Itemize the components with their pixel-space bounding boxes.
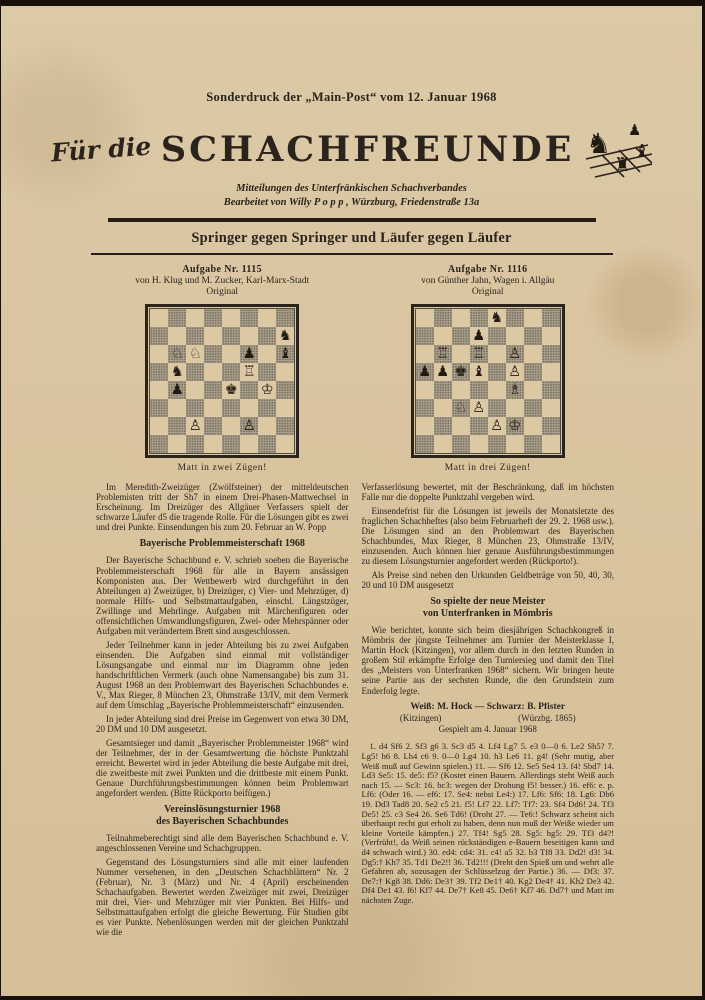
chess-diagram-1116 [411, 304, 565, 458]
board-square [222, 435, 240, 453]
board-square-bK: ♚ [452, 363, 470, 381]
heading-vereinsloesungsturnier: Vereinslösungsturnier 1968 [164, 804, 281, 816]
board-square [542, 417, 560, 435]
board-square [524, 327, 542, 345]
board-square [542, 309, 560, 327]
board-square-wK: ♔ [506, 417, 524, 435]
masthead-title: SCHACHFREUNDE [160, 128, 575, 170]
problem-1115-original: Original [206, 287, 239, 297]
board-square [470, 381, 488, 399]
board-square [168, 435, 186, 453]
masthead-prefix: Für die [49, 131, 152, 167]
board-square [276, 435, 294, 453]
board-square [276, 309, 294, 327]
left-column [96, 264, 349, 941]
board-square [524, 363, 542, 381]
board-square [542, 399, 560, 417]
board-square-bB: ♝ [276, 345, 294, 363]
board-square-wP: ♙ [488, 417, 506, 435]
board-square [542, 381, 560, 399]
board-square [434, 399, 452, 417]
board-square [168, 417, 186, 435]
board-square [276, 399, 294, 417]
board-square [204, 363, 222, 381]
board-square-wP: ♙ [506, 345, 524, 363]
board-square [416, 345, 434, 363]
board-square-bP: ♟ [434, 363, 452, 381]
board-square [150, 327, 168, 345]
paragraph: Der Bayerische Schachbund e. V. schrieb soeben die Bayerische Problemmeisterschaft 1968 für alle in Bayern ansässigen Komponisten aus. Der Wettbewerb wird durchgeführt in den Abteilungen a) Zweizüger, b) Dreizüger, c) Vier- und Mehrzüger, d) normale Hilfs- und Selbstmattaufgaben, einschl. Längstzüger, Zwillinge und Mehrlinge. Aufgaben mit Märchenfiguren oder offensichtlichen Umwandlungsfiguren, Zwei- oder Mehrspänner oder Aufgaben mit verändertem Brett sind ausgeschlossen. [96, 555, 349, 637]
paragraph: Jeder Teilnehmer kann in jeder Abteilung bis zu zwei Aufgaben einsenden. Die Aufgaben sind einmal mit vollständiger Lösungsangabe und einmal nur im Diagramm ohne jeden handschriftlichen Vermerk (auch ohne Namensangabe) bis zum 31. August 1968 an den Problemwart des Bayerischen Schachbundes e. V., Max Rieger, 8 München 23, Ohmstraße 13/IV, mit dem Vermerk auf dem Umschlag „Bayerische Problemmeisterschaft“ einzusenden. [96, 639, 349, 711]
paragraph: Als Preise sind neben den Urkunden Geldbeträge von 50, 40, 30, 20 und 10 DM ausgesetzt [361, 569, 614, 590]
board-square [150, 399, 168, 417]
board-square [186, 399, 204, 417]
board-square [258, 363, 276, 381]
white-player-club: (Kitzingen) [399, 712, 442, 723]
game-date: Gespielt am 4. Januar 1968 [438, 723, 537, 734]
board-square [506, 435, 524, 453]
board-square [186, 327, 204, 345]
board-square [168, 399, 186, 417]
board-square [204, 435, 222, 453]
board-square [204, 399, 222, 417]
board-square [470, 417, 488, 435]
problem-1116-original: Original [471, 287, 504, 297]
paragraph: Gesamtsieger und damit „Bayerischer Problemmeister 1968“ wird der Teilnehmer, der in der Gesamtwertung die höchste Punktzahl erreicht. Bewertet wird in jeder Abteilung die beste Aufgabe mit drei, die zweitbeste mit zwei Punkten und die drittbeste mit einem Punkt. Genaue Durchführungsbestimmungen können beim Problemwart angefordert werden. (Bitte Rückporto beifügen.) [96, 737, 349, 799]
board-square [186, 309, 204, 327]
board-square [488, 345, 506, 363]
board-square [186, 381, 204, 399]
board-square [488, 399, 506, 417]
board-square [204, 345, 222, 363]
board-square [168, 309, 186, 327]
board-square [506, 309, 524, 327]
board-square-bP: ♟ [240, 345, 258, 363]
board-square [150, 417, 168, 435]
board-square-bP: ♟ [470, 327, 488, 345]
board-square-bN: ♞ [488, 309, 506, 327]
board-square-bB: ♝ [470, 363, 488, 381]
board-square-wN: ♘ [452, 399, 470, 417]
board-square [506, 327, 524, 345]
board-square [524, 381, 542, 399]
board-square [524, 435, 542, 453]
board-square [240, 327, 258, 345]
board-square [470, 435, 488, 453]
paragraph: Gegenstand des Lösungsturniers sind alle mit einer laufenden Nummer versehenen, in den „Deutschen Schachblättern“ Nr. 2 (Februar), Nr. 3 (März) und Nr. 4 (April) erscheinenden Schachaufgaben. Bewertet werden Zweizüger mit zwei, Dreizüger mit drei, Vier- und Mehrzüger mit vier Punkten. Bei Hilfs- und Selbstmattaufgaben erfolgt die gleiche Bewertung. Für Studien gibt es vier Punkte. Nebenlösungen werden mit der gleichen Punktzahl wie die [96, 856, 349, 938]
thin-divider-rule [91, 253, 613, 255]
heading-problemmeisterschaft: Bayerische Problemmeisterschaft 1968 [139, 538, 305, 550]
board-square [186, 363, 204, 381]
board-square [452, 417, 470, 435]
board-square [222, 399, 240, 417]
paragraph: Teilnahmeberechtigt sind alle dem Bayerischen Schachbund e. V. angeschlossenen Vereine und Schachgruppen. [96, 833, 349, 854]
board-square [524, 399, 542, 417]
board-square [150, 381, 168, 399]
board-square [416, 399, 434, 417]
board-square [452, 435, 470, 453]
problem-1115-title: Aufgabe Nr. 1115 [182, 264, 263, 275]
board-square [542, 345, 560, 363]
paragraph: Verfasserlösung bewertet, mit der Beschränkung, daß im höchsten Falle nur die doppelte Punktzahl vergeben wird. [361, 482, 614, 503]
board-square [452, 345, 470, 363]
board-square [434, 327, 452, 345]
board-square-wR: ♖ [434, 345, 452, 363]
board-square [150, 345, 168, 363]
problem-1115-caption: Matt in zwei Zügen! [177, 463, 267, 473]
board-square [168, 327, 186, 345]
board-square-wR: ♖ [240, 363, 258, 381]
board-square [542, 327, 560, 345]
board-square [416, 327, 434, 345]
board-square [416, 435, 434, 453]
game-notation-text: 1. d4 Sf6 2. Sf3 g6 3. Sc3 d5 4. Lf4 Lg7 5. e3 0—0 6. Le2 Sh5? 7. Lg5! h6 8. Lh4 c6 9. 0—0 Lg4 10. h3 Le6 11. g4! (Sehr mutig, aber Weiß muß auf Gewinn spielen.) 11. — Sf6 12. Se5 Se4 13. f4! Sbd7 14. Ld3 Se5: 15. de5: f5? (Kostet einen Bauern. Allerdings steht Weiß auch nach 15. — Sc3: 16. bc3: wegen der Drohung f5! besser.) 16. ef6: e. p. Lf6: (Oder 16. — ef6: 17. Se4: nebst Le4:) 17. Lf6: Sf6: 18. Lg6: Db6 19. Dd3 Tad8 20. Se2 c5 21. f5! Lf7 22. Lf7: Tf7: 23. Sf4 Dd6! 24. Tf3 De5! 25. c3 Se4 26. Se6 Td6! (Droht 27. — Te6:! Schwarz scheint sich überhaupt recht gut erholt zu haben, denn nun muß der Weiße wieder um kleine Vorteile kämpfen.) 27. Tf4! Sg5 28. Sg5: hg5: 29. Tf3 d4?! (Verfrüht!, da Weiß seinen rückständigen e-Bauern beseitigen kann und d4 schwach wird.) 30. ed4: cd4: 31. c4! a5 32. b3 Tf8 33. Dd2! d3! 34. Dg5:† Kh7 35. Td1 De2!! 36. Td2!!! (Dreht den Spieß um und wehrt alle Gefahren ab, sozusagen der Schlüsselzug der Partie.) 36. — Df3: 37. De7:† Kg8 38. Dd6: De3† 39. Tf2 De1† 40. Kg2 De4† 41. Kh2 De3 42. Df4 De1 43. f6! Kf7 44. De7† Ke8 45. De6† Kf7 46. Dd7† und Matt im nächsten Zuge. [361, 741, 614, 905]
problem-1115-byline: von H. Klug und M. Zucker, Karl-Marx-Stadt [135, 276, 310, 286]
board-square [276, 363, 294, 381]
board-square [524, 309, 542, 327]
heading-neuer-meister: So spielte der neue Meister [430, 595, 546, 607]
problem-1116-caption: Matt in drei Zügen! [444, 463, 531, 473]
left-column-text [96, 482, 349, 938]
paragraph: Einsendefrist für die Lösungen ist jeweils der Monatsletzte des fraglichen Schachheftes (also beim Februarheft der 29. 2. 1968 usw.). Die Lösungen sind an den Problemwart des Bayerischen Schachbundes, Max Rieger, 8 München 23, Ohmstraße 13/IV, einzusenden. Auch können hier genaue Ausführungsbestimmungen zu diesem Lösungsturnier angefordert werden (Rückporto!). [361, 505, 614, 567]
thick-divider-rule [108, 218, 596, 222]
board-square-wP: ♙ [470, 399, 488, 417]
chess-diagram-1115 [145, 304, 299, 458]
board-square [542, 435, 560, 453]
newsletter-paper [1, 6, 702, 996]
svg-text:♜: ♜ [614, 154, 632, 176]
board-square-bP: ♟ [416, 363, 434, 381]
board-square [240, 381, 258, 399]
board-square [222, 345, 240, 363]
board-square [524, 345, 542, 363]
board-square [204, 417, 222, 435]
masthead [1, 119, 702, 179]
paragraph: Wie berichtet, konnte sich beim diesjährigen Schachkongreß in Mömbris der jüngste Teilnehmer am Turnier der Meisterklasse I, Martin Hock (Kitzingen), vor allem durch in den letzten Runden in großem Stil erkämpfte Erfolge den Turniersieg und damit den Titel des „Meisters von Unterfranken 1968“ sichern. Wir bringen heute seine Partie aus der sechsten Runde, die den Grundstein zum Enderfolg legte. [361, 624, 614, 696]
board-square-wP: ♙ [506, 363, 524, 381]
board-square [276, 381, 294, 399]
black-player-club: (Würzbg. 1865) [518, 712, 576, 723]
board-square-wP: ♙ [186, 417, 204, 435]
svg-text:♞: ♞ [586, 127, 612, 160]
dateline: Sonderdruck der „Main-Post“ vom 12. Januar 1968 [206, 90, 497, 104]
board-square [258, 417, 276, 435]
board-square-wR: ♖ [470, 345, 488, 363]
board-square [470, 309, 488, 327]
board-square [204, 327, 222, 345]
board-square [416, 381, 434, 399]
board-square [150, 363, 168, 381]
board-square [222, 417, 240, 435]
board-square [222, 309, 240, 327]
board-square [258, 327, 276, 345]
heading-neuer-meister-line2: von Unterfranken in Mömbris [422, 607, 553, 619]
board-square-wN: ♘ [186, 345, 204, 363]
board-square [240, 309, 258, 327]
board-square-bK: ♚ [222, 381, 240, 399]
board-square [416, 417, 434, 435]
board-square [452, 309, 470, 327]
game-players-header: Weiß: M. Hock — Schwarz: B. Pfister [410, 701, 566, 712]
board-square [434, 309, 452, 327]
masthead-subtitle-2: Bearbeitet von Willy P o p p , Würzburg, Friedenstraße 13a [223, 196, 480, 208]
board-square [222, 363, 240, 381]
board-square [150, 435, 168, 453]
section-headline: Springer gegen Springer und Läufer gegen Läufer [191, 230, 512, 246]
svg-text:♝: ♝ [634, 141, 651, 162]
board-square-bP: ♟ [168, 381, 186, 399]
chess-diagram-1115-wrap [96, 304, 349, 458]
board-square [222, 327, 240, 345]
board-square [258, 399, 276, 417]
board-square [416, 309, 434, 327]
board-square [434, 435, 452, 453]
problem-1116-title: Aufgabe Nr. 1116 [447, 264, 528, 275]
board-square [488, 381, 506, 399]
svg-text:♟: ♟ [628, 121, 642, 139]
board-square [204, 309, 222, 327]
board-square-wP: ♙ [240, 417, 258, 435]
board-square [258, 309, 276, 327]
right-column-text [362, 482, 615, 906]
two-column-layout [96, 264, 614, 941]
board-square [240, 399, 258, 417]
board-square [434, 381, 452, 399]
board-square [258, 345, 276, 363]
board-square [524, 417, 542, 435]
chess-diagram-1116-wrap [362, 304, 615, 458]
board-square [204, 381, 222, 399]
right-column [362, 264, 615, 941]
board-square-bN: ♞ [168, 363, 186, 381]
board-square-wK: ♔ [258, 381, 276, 399]
chess-pieces-illustration [586, 119, 652, 179]
board-square-wN: ♘ [168, 345, 186, 363]
board-square [452, 327, 470, 345]
problem-1116-byline: von Günther Jahn, Wagen i. Allgäu [421, 276, 555, 286]
masthead-subtitle-1: Mitteilungen des Unterfränkischen Schachverbandes [236, 183, 467, 194]
board-square-bN: ♞ [276, 327, 294, 345]
paragraph: In jeder Abteilung sind drei Preise im Gegenwert von etwa 30 DM, 20 DM und 10 DM ausgesetzt. [96, 713, 349, 734]
board-square [240, 435, 258, 453]
board-square [488, 363, 506, 381]
board-square [488, 435, 506, 453]
paragraph: Im Meredith-Zweizüger (Zwölfsteiner) der mitteldeutschen Problemisten tritt der Sh7 in einem Drei-Phasen-Mattwechsel in Erscheinung. Im Dreizüger des Allgäuer Verfassers spielt der schwarze Läufer d5 die tragende Rolle. Für die Lösungen gibt es zwei und drei Punkte. Einsendungen bis zum 20. Februar an W. Popp [96, 482, 349, 533]
heading-vereinsloesungsturnier-line2: des Bayerischen Schachbundes [156, 816, 289, 828]
game-players-clubs [362, 713, 615, 723]
board-square [452, 381, 470, 399]
board-square [186, 435, 204, 453]
board-square [150, 309, 168, 327]
board-square-wB: ♗ [506, 381, 524, 399]
board-square [434, 417, 452, 435]
board-square [488, 327, 506, 345]
board-square [506, 399, 524, 417]
board-square [258, 435, 276, 453]
board-square [542, 363, 560, 381]
board-square [276, 417, 294, 435]
